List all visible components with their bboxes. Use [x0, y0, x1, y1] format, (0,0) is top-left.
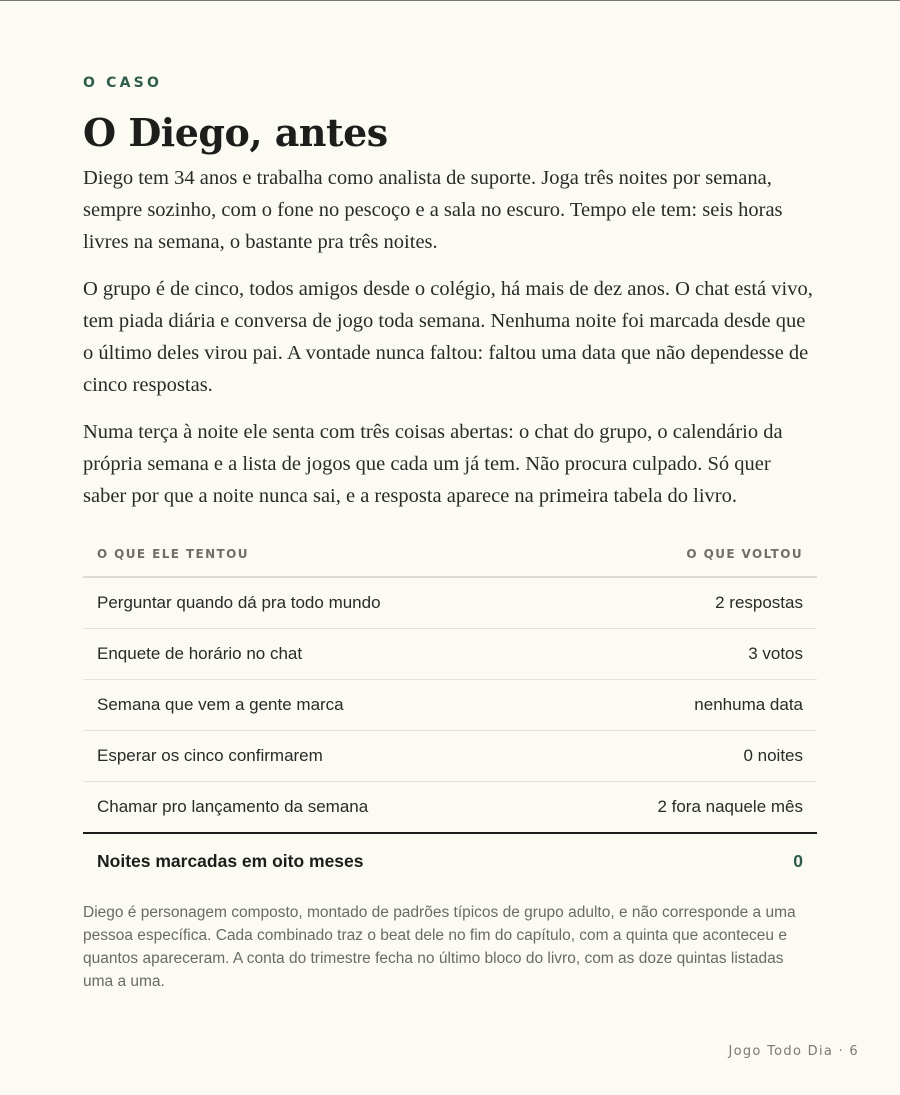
attempt-cell: Chamar pro lançamento da semana — [83, 782, 554, 834]
paragraph: Diego tem 34 anos e trabalha como analista de suporte. Joga três noites por semana, sempre sozinho, com o fone no pescoço e a sala no escuro. Tempo ele tem: seis horas livres na semana, o bastante pra três noites. — [83, 167, 783, 253]
table-row — [83, 629, 817, 680]
total-label: Noites marcadas em oito meses — [97, 850, 364, 871]
table-row — [83, 577, 817, 629]
table-row — [83, 680, 817, 731]
table-header-row — [83, 531, 817, 577]
table-total-row — [83, 833, 817, 888]
attempt-cell: Enquete de horário no chat — [83, 629, 554, 680]
table-row — [83, 782, 817, 834]
column-header-attempt: O QUE ELE TENTOU — [83, 531, 554, 577]
attempt-cell: Perguntar quando dá pra todo mundo — [83, 577, 554, 629]
result-cell: 3 votos — [554, 629, 817, 680]
section-eyebrow: O CASO — [83, 75, 163, 91]
total-value: 0 — [793, 850, 803, 871]
result-cell: 2 fora naquele mês — [554, 782, 817, 834]
attempts-table — [83, 531, 817, 888]
paragraph: Numa terça à noite ele senta com três coisas abertas: o chat do grupo, o calendário da própria semana e a lista de jogos que cada um já tem. Não procura culpado. Só quer saber por que a noite nunca sai, e a resposta aparece na primeira tabela do livro. — [83, 421, 783, 507]
result-cell: nenhuma data — [554, 680, 817, 731]
table-row — [83, 731, 817, 782]
attempt-cell: Semana que vem a gente marca — [83, 680, 554, 731]
footnote: Diego é personagem composto, montado de padrões típicos de grupo adulto, e não corresponde a uma pessoa específica. Cada combinado traz o beat dele no fim do capítulo, com a quinta que aconteceu e quantos apareceram. A conta do trimestre fecha no último bloco do livro, com as doze quintas listadas uma a uma. — [83, 904, 796, 990]
attempt-cell: Esperar os cinco confirmarem — [83, 731, 554, 782]
page-folio: Jogo Todo Dia · 6 — [728, 1044, 859, 1059]
paragraph: O grupo é de cinco, todos amigos desde o colégio, há mais de dez anos. O chat está vivo, tem piada diária e conversa de jogo toda semana. Nenhuma noite foi marcada desde que o último deles virou pai. A vontade nunca faltou: faltou uma data que não dependesse de cinco respostas. — [83, 278, 813, 396]
result-cell: 2 respostas — [554, 577, 817, 629]
column-header-result: O QUE VOLTOU — [554, 531, 817, 577]
result-cell: 0 noites — [554, 731, 817, 782]
body-text — [83, 162, 817, 527]
page-title: O Diego, antes — [83, 110, 388, 155]
